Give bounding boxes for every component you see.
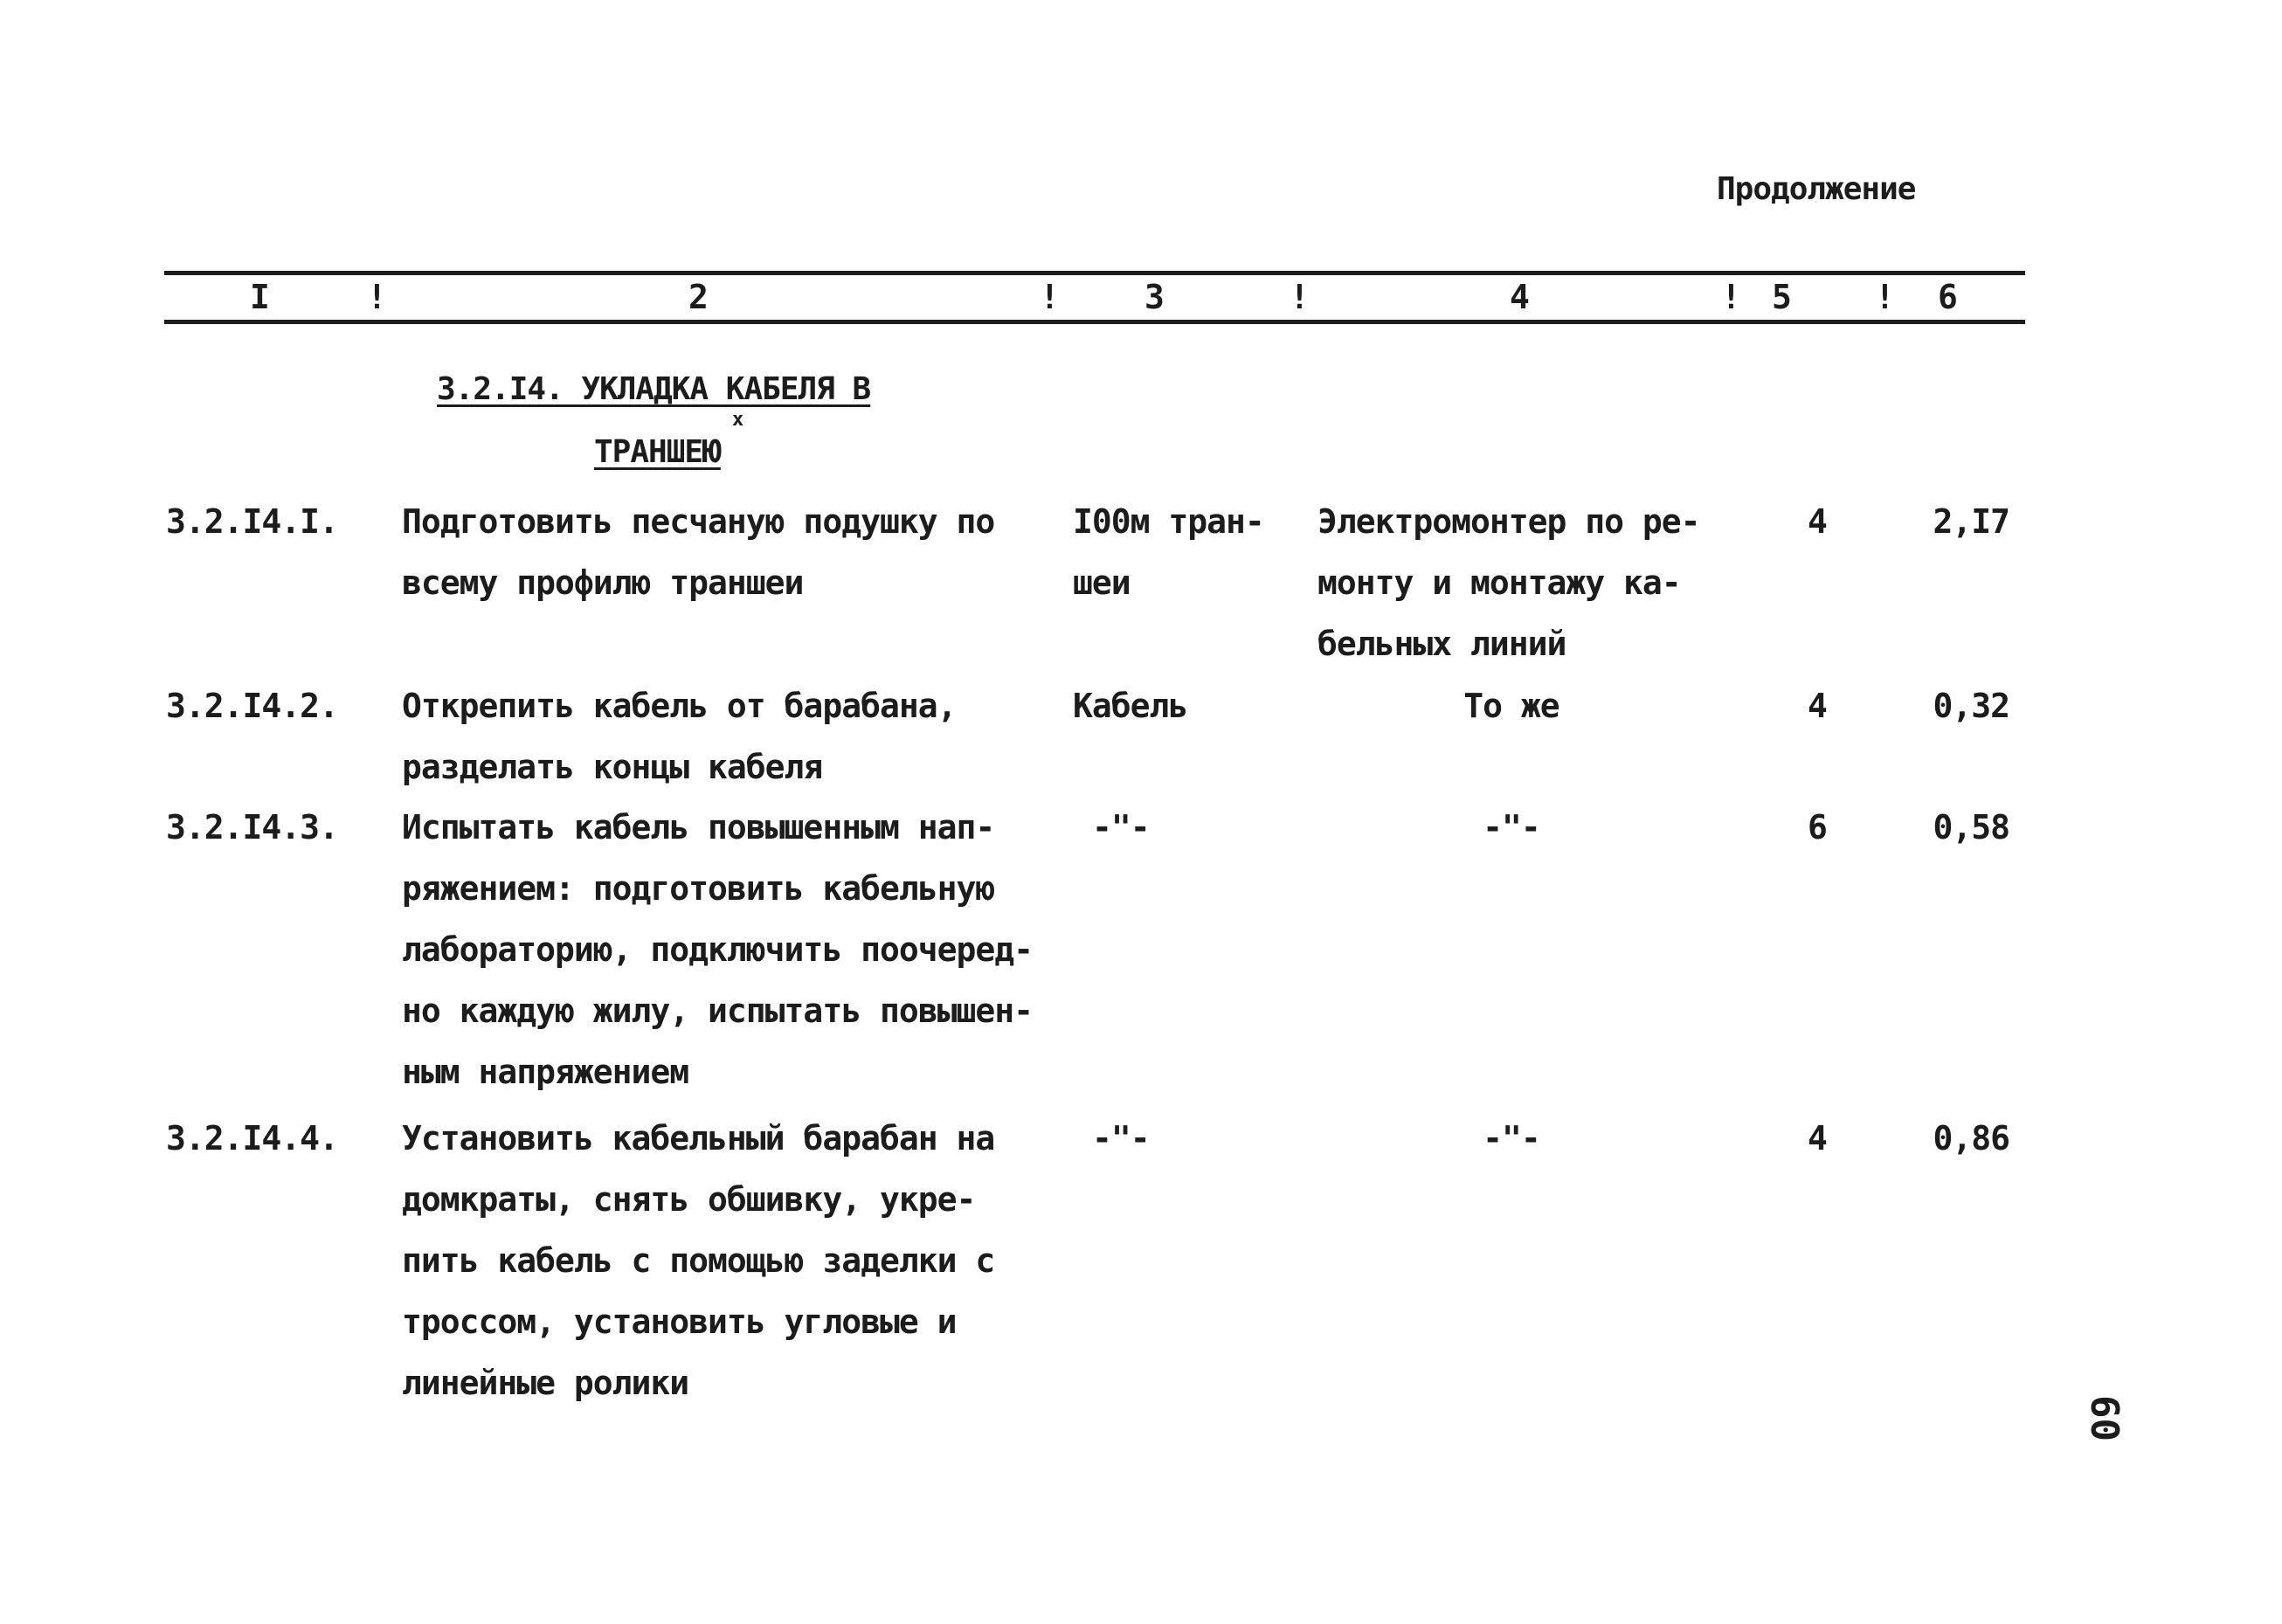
row-code: 3.2.I4.4. (166, 1119, 338, 1158)
row-worker: -"- (1483, 1119, 1540, 1158)
row-value: 0,58 (1933, 808, 2009, 847)
row-description: Подготовить песчаную подушку по всему профилю траншеи (402, 502, 995, 602)
row-unit: -"- (1092, 1119, 1150, 1158)
section-title-line-2: ТРАНШЕЮ (594, 434, 721, 470)
row-value: 2,I7 (1933, 502, 2009, 541)
row-grade: 4 (1808, 1119, 1827, 1158)
column-header-2: 2 (688, 278, 709, 316)
row-grade: 4 (1808, 687, 1827, 725)
row-description: Установить кабельный барабан на домкраты, снять обшивку, укре- пить кабель с помощью заделки с троссом, установить угловые и линейные ролики (402, 1119, 995, 1402)
row-grade: 4 (1808, 502, 1827, 541)
footnote-mark: х (732, 409, 744, 431)
column-header-5: 5 (1772, 278, 1792, 316)
row-worker: Электромонтер по ре- монту и монтажу ка- бельных линий (1317, 502, 1700, 663)
column-separator: ! (1875, 278, 1895, 316)
row-code: 3.2.I4.2. (166, 687, 338, 725)
column-separator: ! (367, 278, 387, 316)
row-unit: Кабель (1073, 687, 1188, 725)
table-header-row (164, 278, 2025, 318)
page-number: 60 (2081, 1395, 2126, 1441)
row-worker: То же (1463, 687, 1559, 725)
row-value: 0,32 (1933, 687, 2009, 725)
table-header-bottom-rule (164, 320, 2025, 324)
row-grade: 6 (1808, 808, 1827, 847)
row-description: Испытать кабель повышенным нап- ряжением: подготовить кабельную лабораторию, подключить поочеред- но каждую жилу, испытать повышен- ным напряжением (402, 808, 1033, 1091)
table-top-rule (164, 271, 2025, 275)
row-unit: I00м тран- шеи (1073, 502, 1264, 602)
continuation-label: Продолжение (1717, 171, 1916, 207)
row-code: 3.2.I4.I. (166, 502, 338, 541)
row-unit: -"- (1092, 808, 1150, 847)
section-title-line-1: 3.2.I4. УКЛАДКА КАБЕЛЯ В (437, 371, 871, 407)
column-header-4: 4 (1510, 278, 1530, 316)
column-header-3: 3 (1144, 278, 1165, 316)
row-description: Открепить кабель от барабана, разделать концы кабеля (402, 687, 957, 786)
column-separator: ! (1290, 278, 1310, 316)
row-worker: -"- (1483, 808, 1540, 847)
column-header-1: I (250, 278, 270, 316)
row-value: 0,86 (1933, 1119, 2009, 1158)
column-header-6: 6 (1938, 278, 1958, 316)
row-code: 3.2.I4.3. (166, 808, 338, 847)
column-separator: ! (1721, 278, 1741, 316)
column-separator: ! (1040, 278, 1060, 316)
section-title (437, 358, 870, 484)
